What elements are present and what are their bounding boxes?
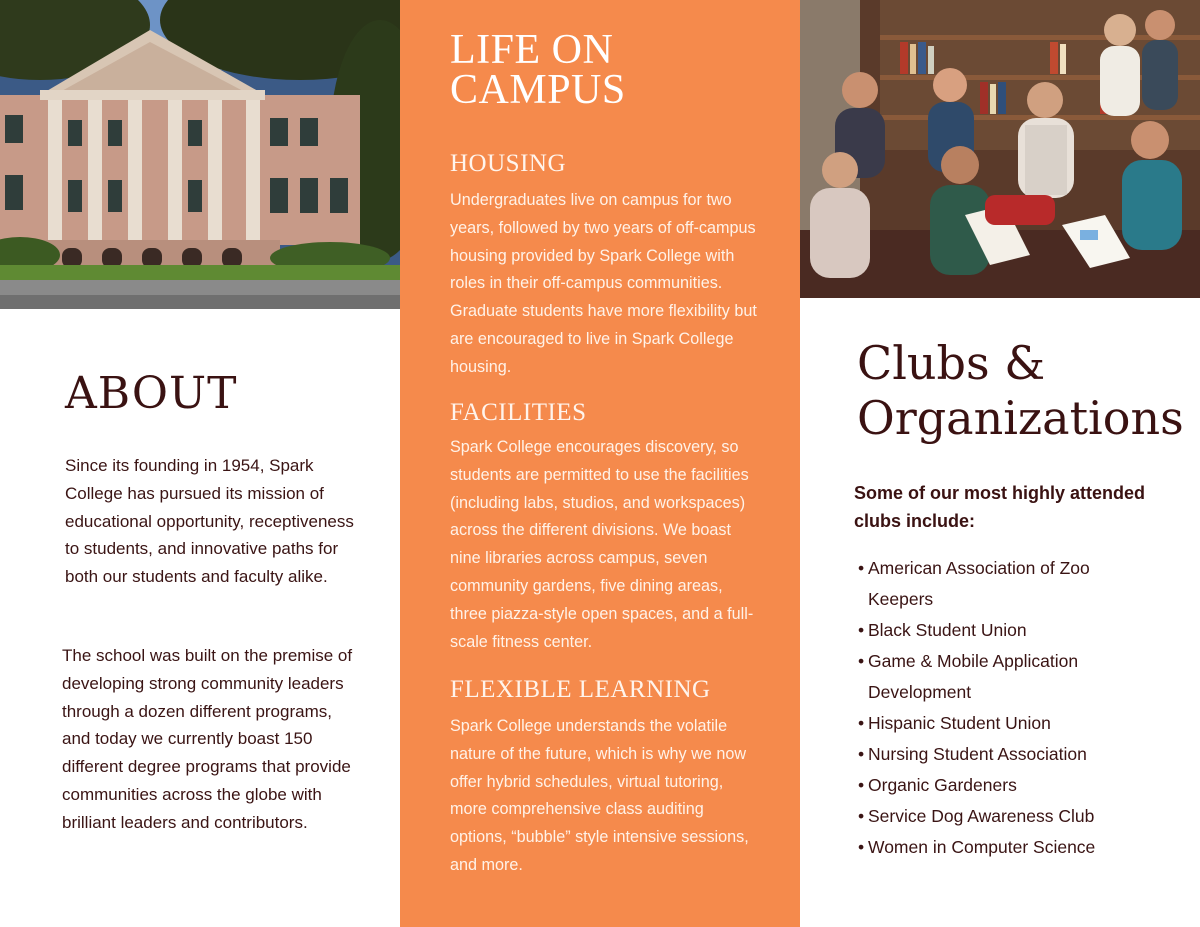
club-name: American Association of Zoo Keepers [868,558,1090,609]
clubs-intro: Some of our most highly attended clubs include: [854,483,1146,531]
students-illustration [800,0,1200,298]
clubs-title [857,336,1184,446]
clubs-list [858,553,1188,863]
bullet-icon: • [858,713,865,733]
club-list-item [858,553,1188,615]
clubs-panel [800,0,1200,927]
housing-body: Undergraduates live on campus for two years, followed by two years of off-campus housing provided by Spark College with roles in their off-campus communities. Graduate students have more flexibility but are encouraged to live in Spark College housing. [450,191,757,376]
about-paragraph-2: The school was built on the premise of developing strong community leaders through a dozen different programs, and today we currently boast 150 different degree programs that provide communities across the globe with brilliant leaders and contributors. [62,646,353,832]
about-paragraph-1: Since its founding in 1954, Spark College has pursued its mission of educational opportunity, receptiveness to students, and innovative paths for both our students and faculty alike. [65,456,354,587]
facilities-body: Spark College encourages discovery, so students are permitted to use the facilities (including labs, studios, and workspaces) across the different divisions. We boast nine libraries across campus, seven community gardens, five dining areas, three piazza-style open spaces, and a full-scale fitness center. [450,438,754,651]
life-on-campus-title [450,27,626,113]
club-name: Organic Gardeners [868,775,1017,795]
flexible-learning-body: Spark College understands the volatile nature of the future, which is why we now offer hybrid schedules, virtual tutoring, more comprehensive class auditing options, “bubble” style intensive sessions, and more. [450,717,749,874]
club-list-item [858,739,1188,770]
bullet-icon: • [858,806,865,826]
housing-heading: HOUSING [450,150,566,177]
bullet-icon: • [858,620,865,640]
club-name: Women in Computer Science [868,837,1096,857]
clubs-title-line-2: Organizations [857,391,1184,445]
club-list-item [858,646,1188,708]
about-panel [0,0,400,927]
club-name: Service Dog Awareness Club [868,806,1095,826]
bullet-icon: • [858,775,865,795]
title-line-1: LIFE ON [450,27,614,73]
club-list-item [858,615,1188,646]
bullet-icon: • [858,837,865,857]
campus-building-illustration [0,0,400,309]
clubs-title-line-1: Clubs & [857,336,1046,390]
facilities-heading: FACILITIES [450,399,587,426]
about-title: ABOUT [65,368,238,419]
bullet-icon: • [858,558,865,578]
club-name: Game & Mobile Application Development [868,651,1079,702]
club-list-item [858,708,1188,739]
students-studying-photo [800,0,1200,298]
bullet-icon: • [858,651,865,671]
campus-building-photo [0,0,400,309]
flexible-learning-heading: FLEXIBLE LEARNING [450,676,711,703]
club-name: Black Student Union [868,620,1027,640]
club-list-item [858,770,1188,801]
club-name: Nursing Student Association [868,744,1087,764]
bullet-icon: • [858,744,865,764]
club-list-item [858,832,1188,863]
club-list-item [858,801,1188,832]
club-name: Hispanic Student Union [868,713,1051,733]
title-line-2: CAMPUS [450,67,626,113]
